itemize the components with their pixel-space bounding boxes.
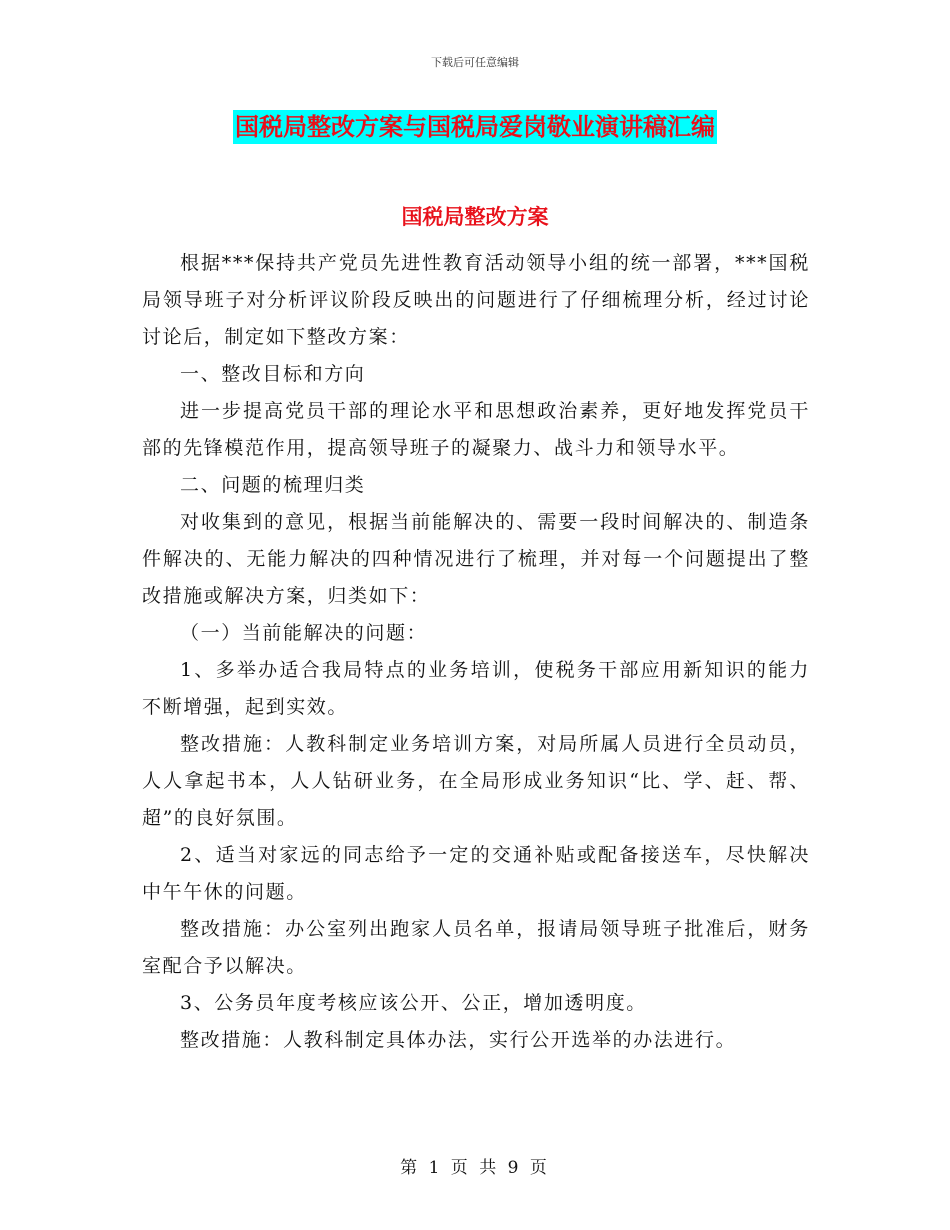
list-item: 2、适当对家远的同志给予一定的交通补贴或配备接送车，尽快解决中午午休的问题。: [142, 844, 810, 903]
main-title-container: [0, 110, 950, 144]
heading-1: 一、整改目标和方向: [180, 363, 366, 385]
list-item: 3、公务员年度考核应该公开、公正，增加透明度。: [180, 992, 647, 1014]
paragraph: 进一步提高党员干部的理论水平和思想政治素养，更好地发挥党员干部的先锋模范作用，提高领导班子的凝聚力、战斗力和领导水平。: [142, 400, 810, 459]
measure: 整改措施：人教科制定具体办法，实行公开选举的办法进行。: [180, 1029, 737, 1051]
measure: 整改措施：办公室列出跑家人员名单，报请局领导班子批准后，财务室配合予以解决。: [142, 918, 810, 977]
section-title: 国税局整改方案: [401, 205, 549, 229]
measure: 整改措施：人教科制定业务培训方案，对局所属人员进行全员动员，人人拿起书本，人人钻研业务，在全局形成业务知识“比、学、赶、帮、超”的良好氛围。: [142, 733, 810, 829]
header-note: 下载后可任意编辑: [431, 56, 519, 69]
subheading: （一）当前能解决的问题：: [180, 622, 428, 644]
paragraph: 根据***保持共产党员先进性教育活动领导小组的统一部署，***国税局领导班子对分析评议阶段反映出的问题进行了仔细梳理分析，经过讨论讨论后，制定如下整改方案：: [142, 252, 810, 348]
list-item: 1、多举办适合我局特点的业务培训，使税务干部应用新知识的能力不断增强，起到实效。: [142, 659, 810, 718]
document-body: [142, 245, 810, 1059]
heading-2: 二、问题的梳理归类: [180, 474, 366, 496]
paragraph: 对收集到的意见，根据当前能解决的、需要一段时间解决的、制造条件解决的、无能力解决的四种情况进行了梳理，并对每一个问题提出了整改措施或解决方案，归类如下：: [142, 511, 810, 607]
page-footer: 第 1 页 共 9 页: [400, 1158, 550, 1178]
main-title: 国税局整改方案与国税局爱岗敬业演讲稿汇编: [233, 110, 717, 144]
